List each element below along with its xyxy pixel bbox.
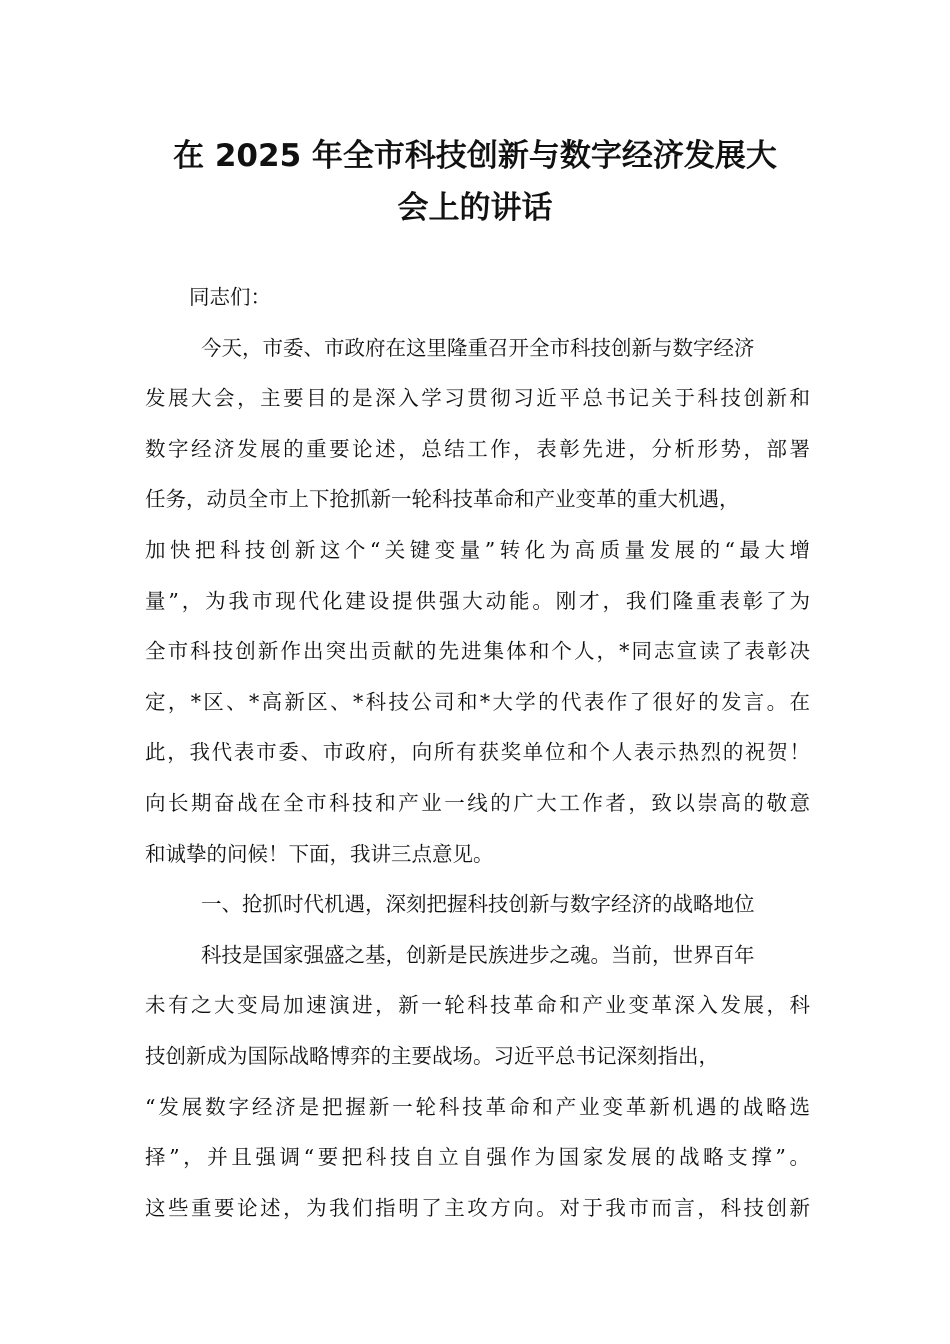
paragraph-line: 全市科技创新作出突出贡献的先进集体和个人，*同志宣读了表彰决 [145,639,810,664]
paragraph-line: 科技是国家强盛之基，创新是民族进步之魂。当前，世界百年 [201,942,755,967]
paragraph-line: 数字经济发展的重要论述，总结工作，表彰先进，分析形势，部署 [145,436,810,461]
paragraph-line: 加快把科技创新这个“关键变量”转化为高质量发展的“最大增 [145,537,810,562]
document-title-line-1: 在 2025 年全市科技创新与数字经济发展大 [173,138,777,174]
paragraph-line: 此，我代表市委、市政府，向所有获奖单位和个人表示热烈的祝贺！ [145,740,810,765]
paragraph-line: 择”，并且强调“要把科技自立自强作为国家发展的战略支撑”。 [145,1145,810,1170]
paragraph-line: 任务，动员全市上下抢抓新一轮科技革命和产业变革的重大机遇， [145,487,740,512]
paragraph-line: 技创新成为国际战略博弈的主要战场。习近平总书记深刻指出， [145,1043,719,1068]
paragraph-line: 量”，为我市现代化建设提供强大动能。刚才，我们隆重表彰了为 [145,588,810,613]
section-heading: 一、抢抓时代机遇，深刻把握科技创新与数字经济的战略地位 [201,892,755,917]
paragraph-line: 向长期奋战在全市科技和产业一线的广大工作者，致以崇高的敬意 [145,790,810,815]
paragraph-line: “发展数字经济是把握新一轮科技革命和产业变革新机遇的战略选 [145,1094,810,1119]
salutation: 同志们： [189,285,271,309]
paragraph-line: 未有之大变局加速演进，新一轮科技革命和产业变革深入发展，科 [145,993,810,1018]
paragraph-line: 发展大会，主要目的是深入学习贯彻习近平总书记关于科技创新和 [145,386,810,411]
paragraph-line: 定，*区、*高新区、*科技公司和*大学的代表作了很好的发言。在 [145,689,810,714]
paragraph-line: 和诚挚的问候！下面，我讲三点意见。 [145,841,494,866]
document-title-line-2: 会上的讲话 [397,190,553,226]
paragraph-line: 今天，市委、市政府在这里隆重召开全市科技创新与数字经济 [201,335,755,360]
paragraph-line: 这些重要论述，为我们指明了主攻方向。对于我市而言，科技创新 [145,1195,810,1220]
document-body [145,272,810,1233]
